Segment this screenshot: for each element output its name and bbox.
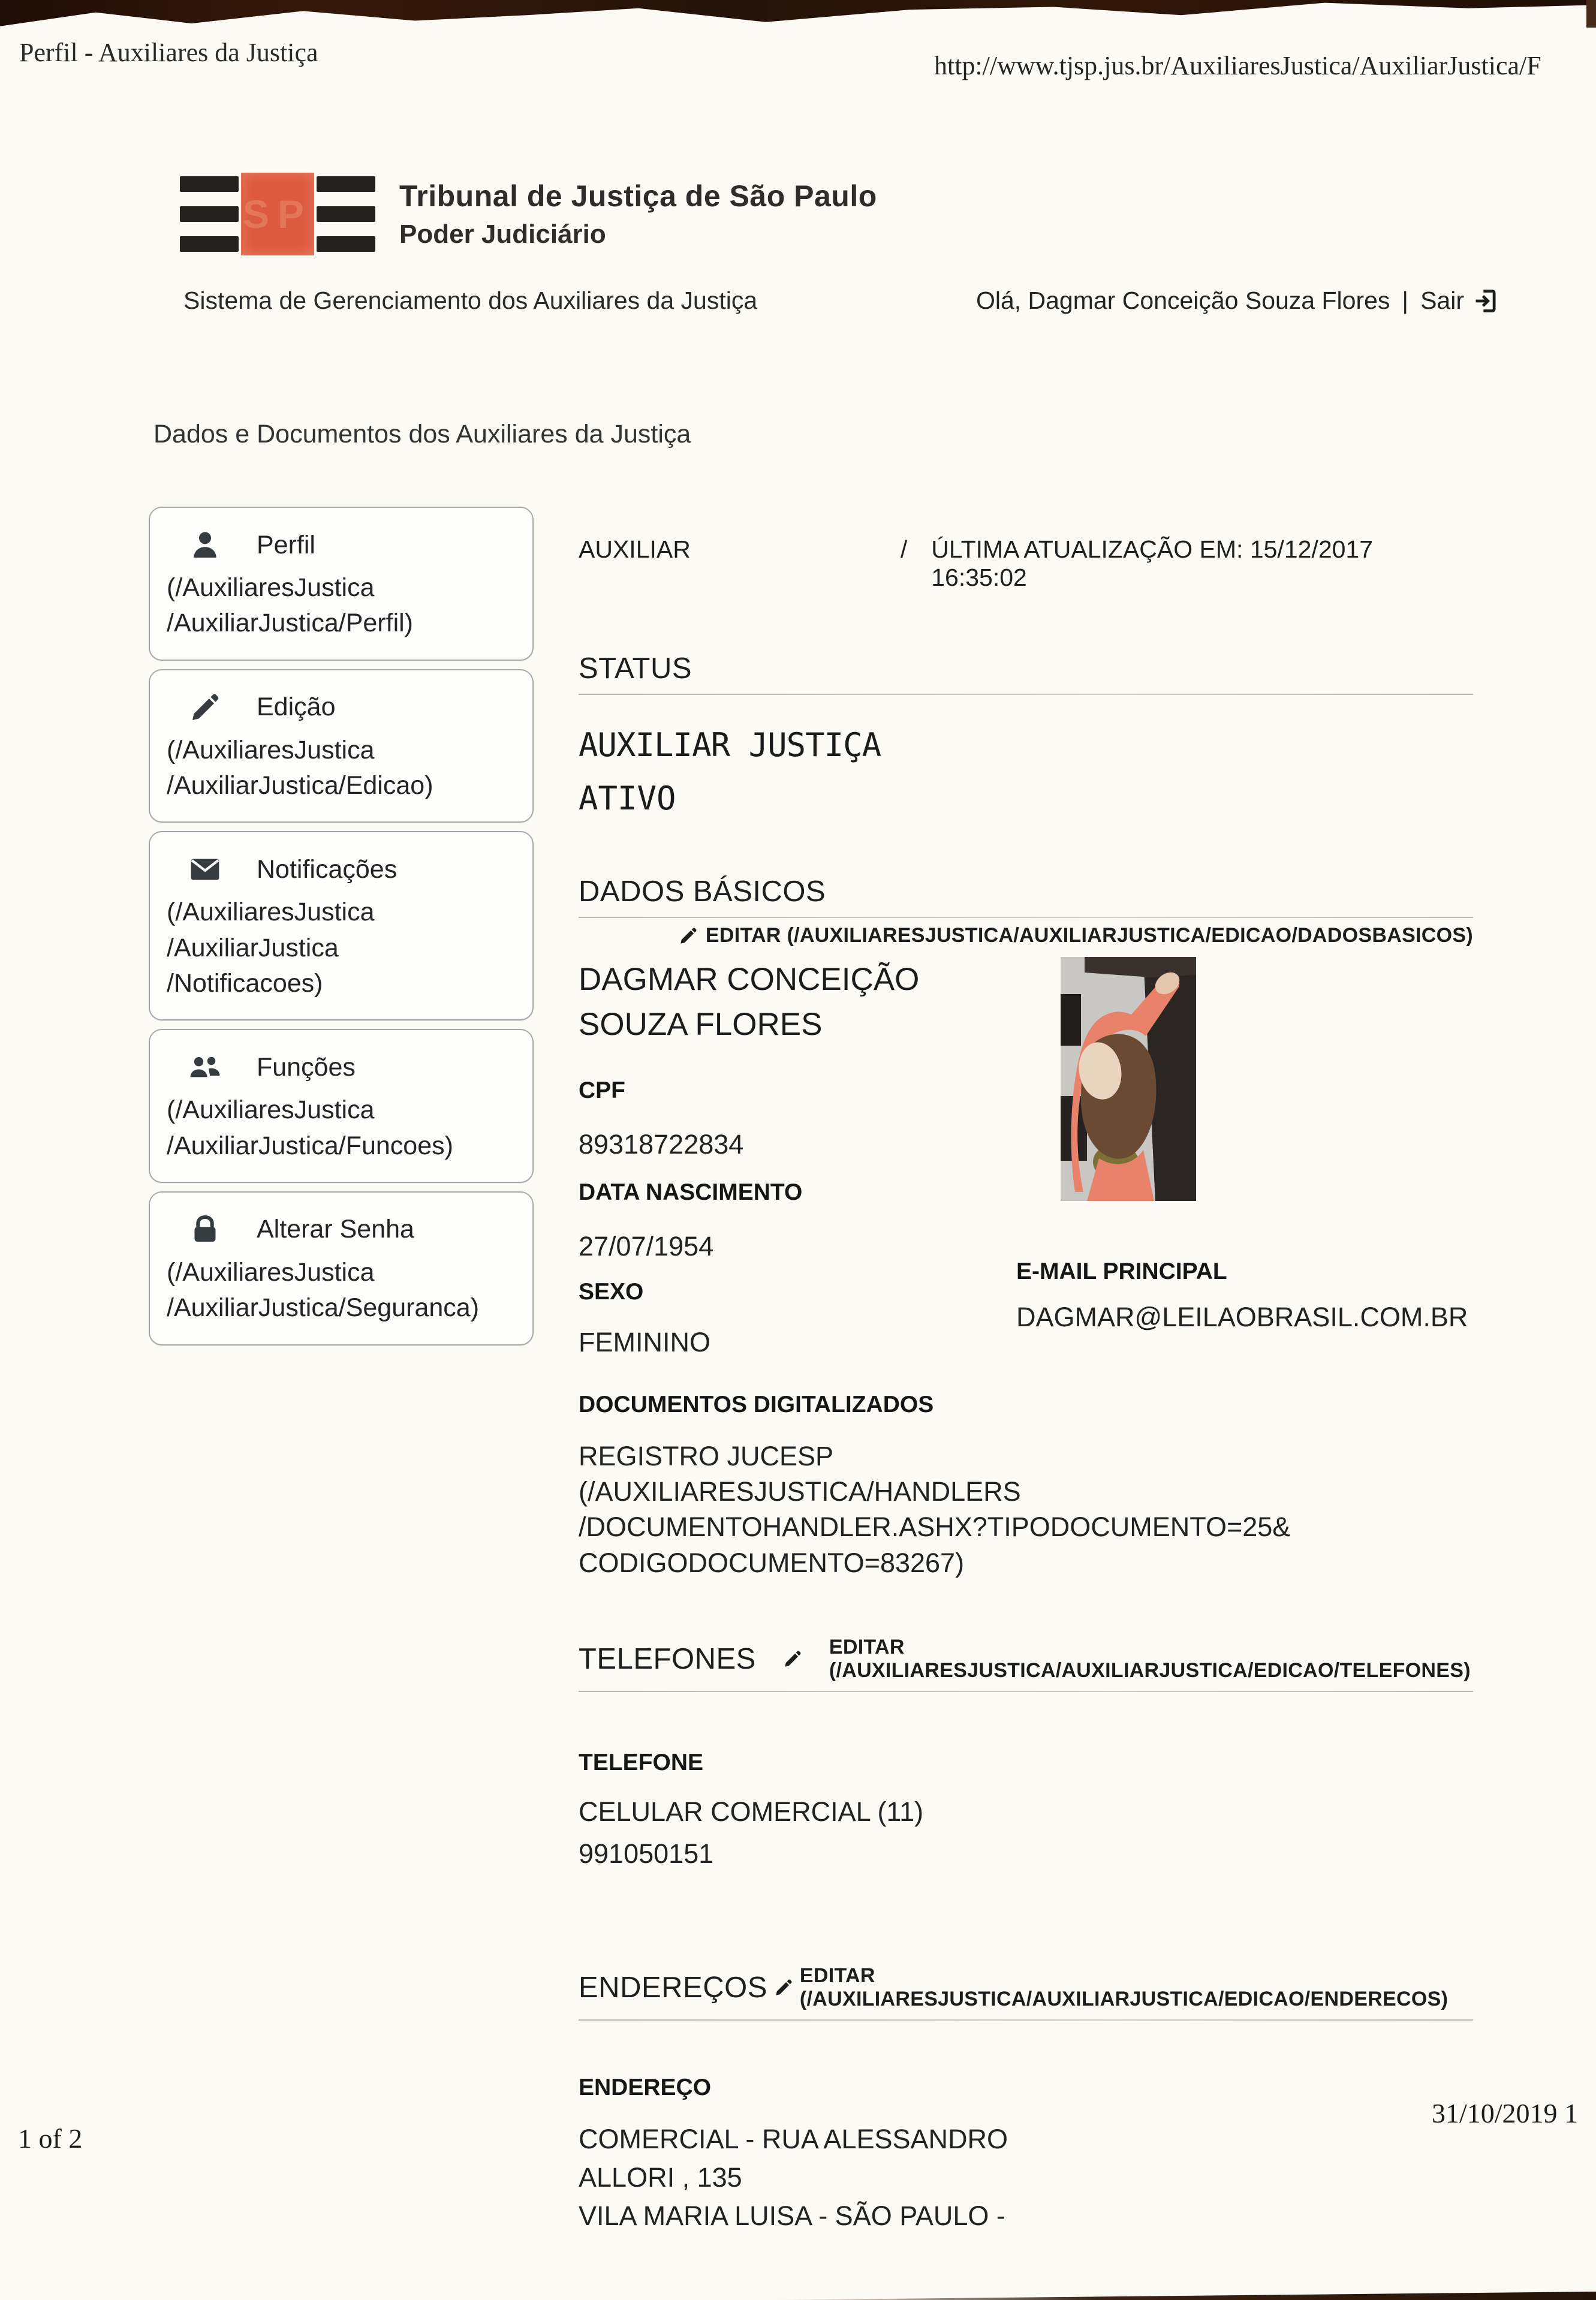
sidebar-item-url: /AuxiliarJustica/Seguranca) (167, 1293, 480, 1323)
breadcrumb-separator: / (900, 535, 908, 563)
print-header-url: http://www.tjsp.jus.br/AuxiliaresJustica/AuxiliarJustica/F (934, 51, 1541, 80)
sidebar-item-label: Perfil (257, 530, 315, 559)
address-line: COMERCIAL - RUA ALESSANDRO (579, 2124, 1008, 2155)
sidebar-item-url: (/AuxiliaresJustica (167, 573, 375, 602)
page-title: Dados e Documentos dos Auxiliares da Justiça (153, 420, 691, 448)
greeting-text: Olá, Dagmar Conceição Souza Flores (975, 287, 1390, 314)
sex-value: FEMININO (579, 1326, 710, 1357)
status-heading: STATUS (579, 652, 692, 685)
sidebar-item-perfil[interactable] (149, 507, 534, 661)
person-name-line1: DAGMAR CONCEIÇÃO (579, 962, 920, 997)
sidebar-item-notificacoes[interactable] (149, 831, 534, 1020)
user-greeting (976, 287, 1499, 315)
sidebar-item-edicao[interactable] (149, 669, 534, 823)
page-indicator: 1 of 2 (18, 2123, 83, 2154)
pencil-icon (188, 691, 222, 724)
logo-bars-left (180, 176, 239, 252)
sidebar-item-label: Funções (257, 1052, 356, 1082)
sidebar-item-url: /AuxiliarJustica (167, 933, 339, 962)
telefone-number-value: 991050151 (579, 1838, 714, 1869)
document-link-line[interactable]: /DOCUMENTOHANDLER.ASHX?TIPODOCUMENTO=25& (579, 1512, 1291, 1543)
logout-icon[interactable] (1472, 288, 1499, 314)
print-header-title: Perfil - Auxiliares da Justiça (19, 38, 318, 67)
sidebar-item-url: (/AuxiliaresJustica (167, 1257, 375, 1287)
telefones-heading-row (579, 1636, 1473, 1682)
sidebar-item-url: (/AuxiliaresJustica (167, 1095, 375, 1125)
divider (579, 2019, 1473, 2021)
scan-artifact-corner (1586, 0, 1596, 28)
edit-pencil-icon (678, 926, 698, 946)
address-line: VILA MARIA LUISA - SÃO PAULO - (579, 2200, 1005, 2231)
telefones-heading: TELEFONES (579, 1643, 756, 1676)
org-name: Tribunal de Justiça de São Paulo (399, 179, 877, 213)
dados-basicos-section (579, 957, 1473, 1358)
email-value: DAGMAR@LEILAOBRASIL.COM.BR (1016, 1302, 1468, 1332)
users-icon (188, 1050, 222, 1084)
lock-icon (188, 1213, 222, 1247)
sidebar-item-url: /Notificacoes) (167, 968, 323, 998)
breadcrumb-last-update: ÚLTIMA ATUALIZAÇÃO EM: 15/12/2017 16:35:02 (931, 535, 1374, 591)
enderecos-heading-row (579, 1964, 1473, 2011)
sidebar-item-funcoes[interactable] (149, 1029, 534, 1183)
docs-label: DOCUMENTOS DIGITALIZADOS (579, 1391, 934, 1417)
email-label: E-MAIL PRINCIPAL (1016, 1259, 1227, 1284)
scan-artifact-bottom (766, 2292, 1596, 2300)
logout-link[interactable]: Sair (1420, 287, 1464, 314)
profile-photo (1061, 957, 1196, 1201)
sidebar-item-url: /AuxiliarJustica/Edicao) (167, 770, 433, 800)
divider (579, 694, 1473, 695)
sidebar-item-url: (/AuxiliaresJustica (167, 898, 375, 927)
tjsp-logo (180, 173, 375, 255)
birthdate-value: 27/07/1954 (579, 1230, 714, 1262)
org-subtitle: Poder Judiciário (399, 219, 606, 249)
logo-bars-right (317, 176, 375, 252)
enderecos-heading: ENDEREÇOS (579, 1971, 767, 2004)
system-row (183, 287, 1499, 315)
person-name-line2: SOUZA FLORES (579, 1007, 823, 1043)
sidebar (149, 507, 534, 1345)
scan-artifact-top (0, 0, 1596, 28)
divider (579, 1691, 1473, 1692)
logo-letters: SP (242, 192, 313, 236)
site-header (180, 173, 877, 255)
sidebar-item-label: Edição (257, 693, 336, 722)
breadcrumb-section: AUXILIAR (579, 535, 691, 563)
system-name: Sistema de Gerenciamento dos Auxiliares da Justiça (183, 287, 758, 314)
status-type: AUXILIAR JUSTIÇA (579, 726, 881, 764)
user-icon (188, 528, 222, 562)
enderecos-edit-link[interactable]: EDITAR (/AUXILIARESJUSTICA/AUXILIARJUSTICA/EDICAO/ENDERECOS) (799, 1964, 1449, 2011)
document-link-line[interactable]: CODIGODOCUMENTO=83267) (579, 1547, 965, 1578)
sidebar-item-label: Notificações (257, 854, 398, 884)
cpf-label: CPF (579, 1077, 625, 1103)
documentos-digitalizados-section (579, 1392, 1473, 1581)
sidebar-item-url: /AuxiliarJustica/Funcoes) (167, 1131, 453, 1160)
birthdate-label: DATA NASCIMENTO (579, 1179, 803, 1205)
sidebar-item-label: Alterar Senha (257, 1215, 414, 1244)
logo-square (241, 173, 314, 255)
document-link-line[interactable]: (/AUXILIARESJUSTICA/HANDLERS (579, 1476, 1021, 1507)
endereco-label: ENDEREÇO (579, 2075, 712, 2101)
main-content (579, 535, 1473, 2235)
edit-pencil-icon (782, 1649, 803, 1669)
divider (579, 917, 1473, 918)
dados-basicos-heading: DADOS BÁSICOS (579, 875, 826, 908)
org-text (399, 179, 877, 249)
sidebar-item-url: /AuxiliarJustica/Perfil) (167, 609, 413, 638)
sidebar-item-alterar-senha[interactable] (149, 1191, 534, 1345)
sex-label: SEXO (579, 1278, 644, 1305)
address-line: ALLORI , 135 (579, 2161, 742, 2193)
cpf-value: 89318722834 (579, 1128, 744, 1160)
greeting-separator: | (1402, 287, 1409, 314)
document-link-line[interactable]: REGISTRO JUCESP (579, 1440, 834, 1471)
telefone-label: TELEFONE (579, 1750, 704, 1776)
dados-basicos-edit-link[interactable]: EDITAR (/AUXILIARESJUSTICA/AUXILIARJUSTICA/EDICAO/DADOSBASICOS) (705, 924, 1473, 947)
sidebar-item-url: (/AuxiliaresJustica (167, 735, 375, 764)
dados-basicos-edit-row (579, 924, 1473, 947)
envelope-icon (188, 853, 222, 886)
print-datetime: 31/10/2019 1 (1432, 2098, 1579, 2129)
edit-pencil-icon (773, 1977, 794, 1998)
telefones-edit-link[interactable]: EDITAR (/AUXILIARESJUSTICA/AUXILIARJUSTICA/EDICAO/TELEFONES) (829, 1636, 1471, 1682)
breadcrumb (579, 535, 1473, 592)
telefone-type-value: CELULAR COMERCIAL (11) (579, 1796, 924, 1828)
status-value: ATIVO (579, 779, 676, 817)
